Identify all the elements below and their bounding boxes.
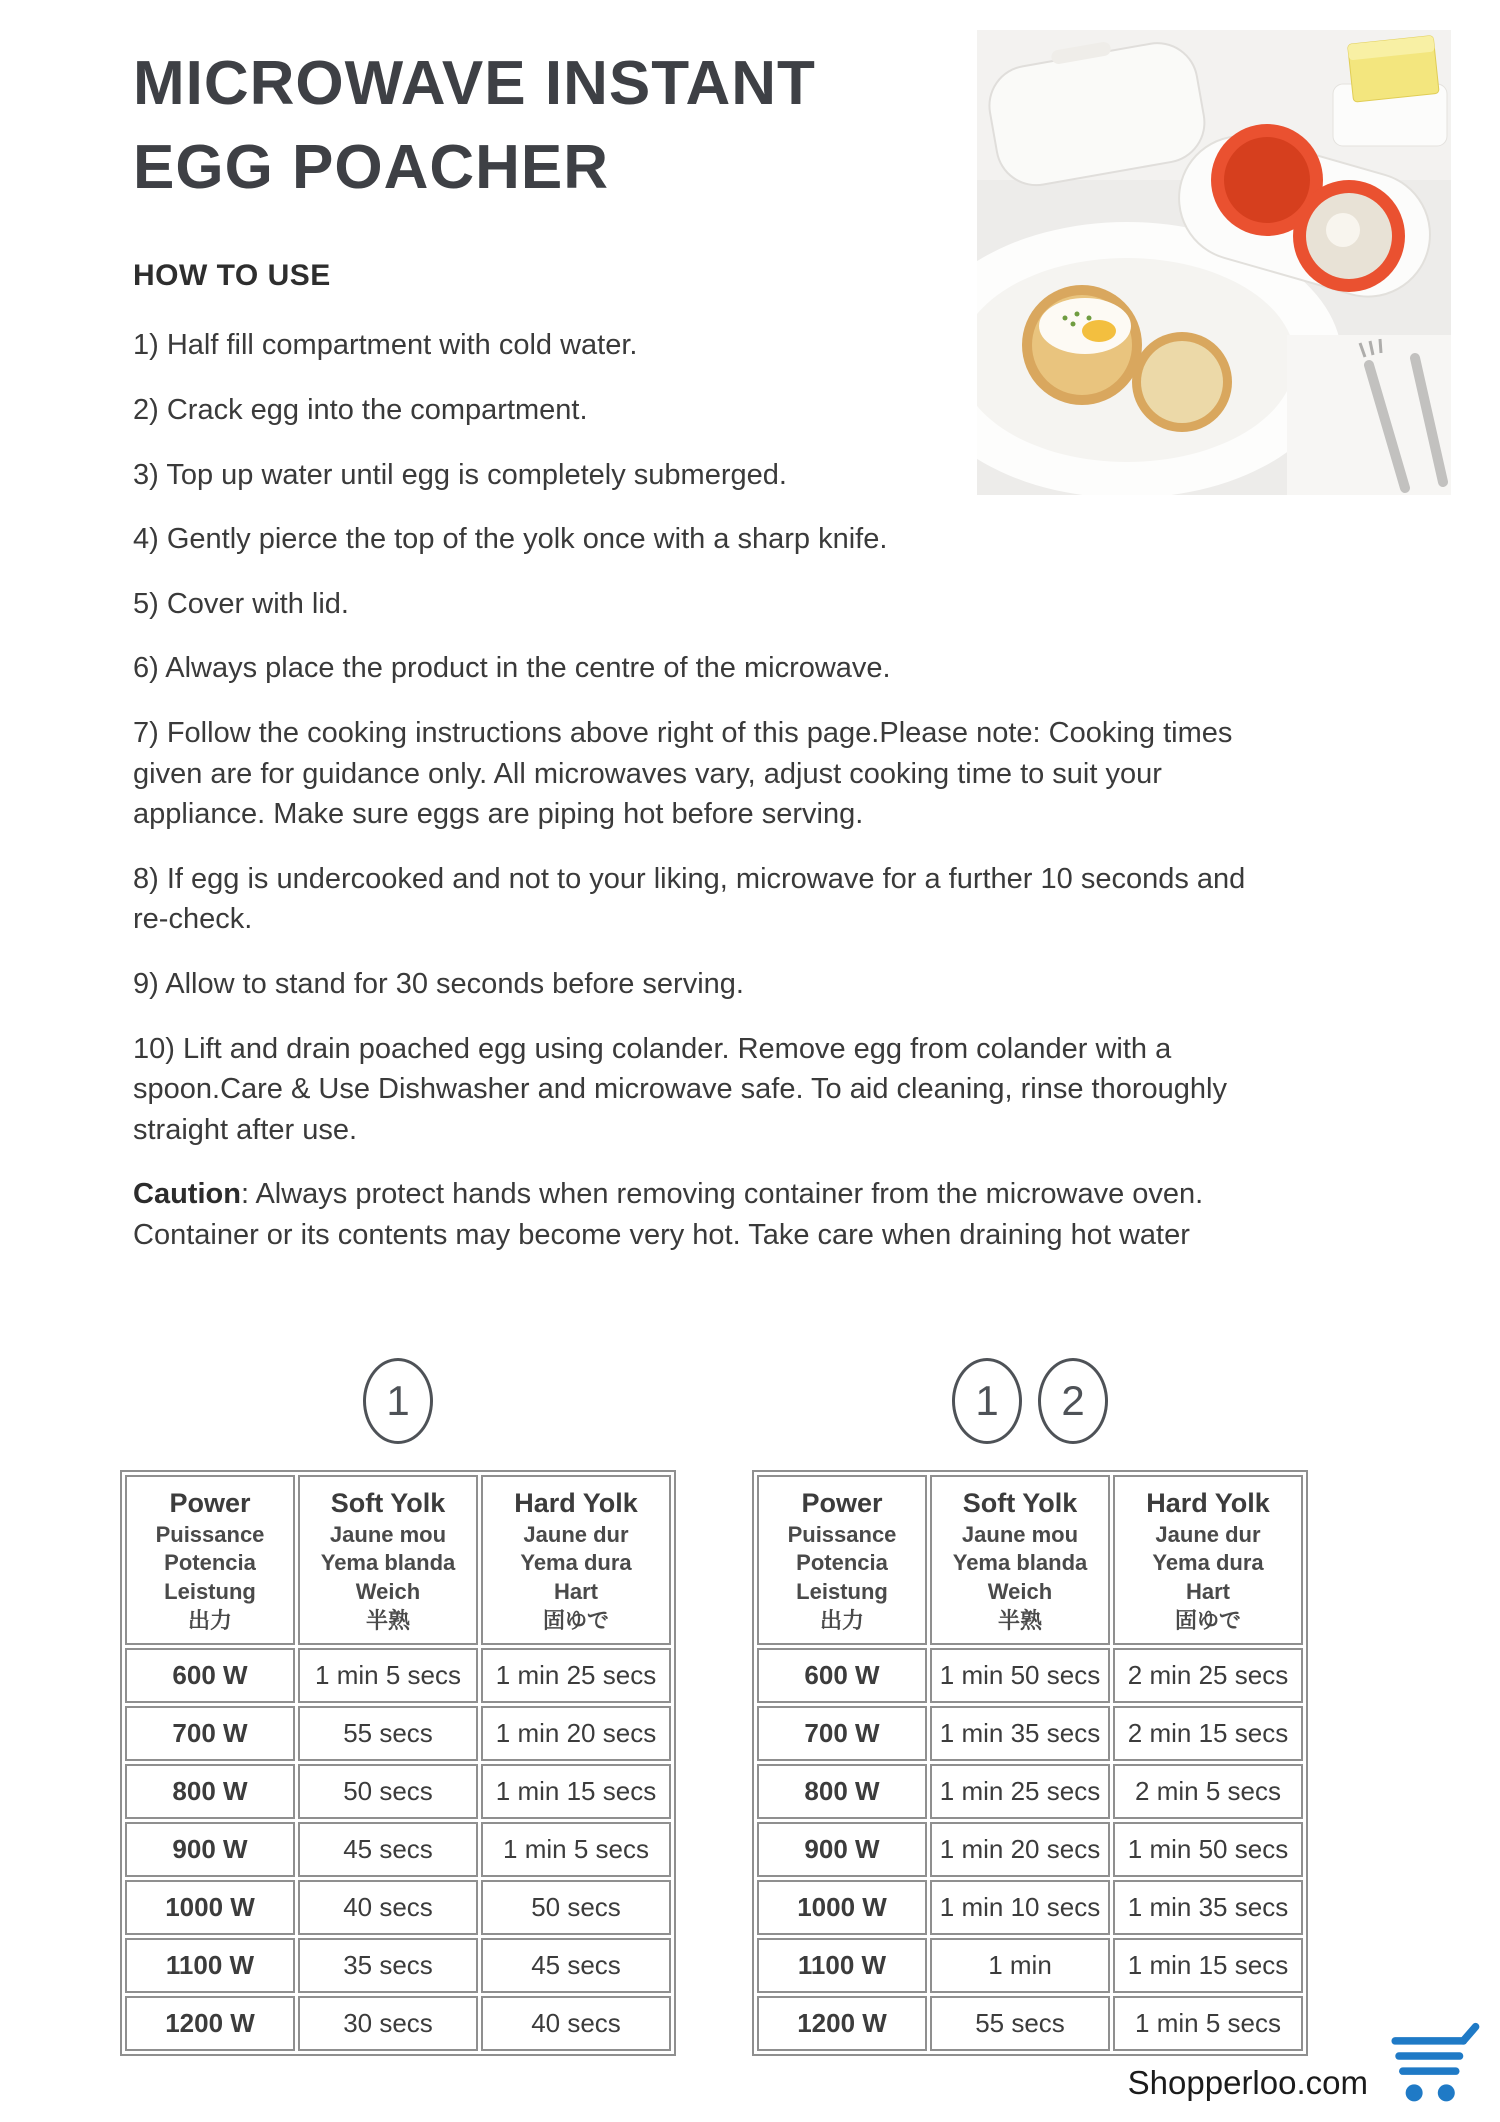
soft-yolk-cell: 35 secs [298, 1938, 478, 1993]
egg-count-badge-1: 1 [952, 1358, 1022, 1444]
table-row [757, 1706, 1303, 1761]
soft-yolk-cell: 1 min 20 secs [930, 1822, 1110, 1877]
cooking-times-table-two-egg [752, 1470, 1308, 2056]
step-2: 2) Crack egg into the compartment. [133, 393, 588, 426]
hard-yolk-cell: 1 min 5 secs [1113, 1996, 1303, 2051]
hard-yolk-cell: 1 min 35 secs [1113, 1880, 1303, 1935]
hard-yolk-cell: 1 min 5 secs [481, 1822, 671, 1877]
hard-yolk-cell: 2 min 15 secs [1113, 1706, 1303, 1761]
power-cell: 700 W [125, 1706, 295, 1761]
title-line-1: MICROWAVE INSTANT [133, 49, 816, 118]
soft-yolk-cell: 1 min 35 secs [930, 1706, 1110, 1761]
soft-yolk-cell: 1 min 50 secs [930, 1648, 1110, 1703]
page-title [133, 42, 1383, 209]
step-1: 1) Half fill compartment with cold water. [133, 329, 638, 362]
main-content [133, 42, 1383, 1255]
power-cell: 1200 W [125, 1996, 295, 2051]
step-8: 8) If egg is undercooked and not to your liking, microwave for a further 10 seconds and re-check. [133, 862, 1246, 936]
cooking-tables-section [120, 1358, 1308, 2056]
table-row [757, 1938, 1303, 1993]
table-row [125, 1996, 671, 2051]
hard-yolk-cell: 2 min 5 secs [1113, 1764, 1303, 1819]
soft-yolk-cell: 45 secs [298, 1822, 478, 1877]
egg-count-badge-2: 2 [1038, 1358, 1108, 1444]
step-4: 4) Gently pierce the top of the yolk once with a sharp knife. [133, 523, 888, 556]
power-cell: 1100 W [125, 1938, 295, 1993]
power-cell: 700 W [757, 1706, 927, 1761]
egg-count-badge-1: 1 [363, 1358, 433, 1444]
soft-yolk-cell: 50 secs [298, 1764, 478, 1819]
power-cell: 1100 W [757, 1938, 927, 1993]
soft-yolk-header: Soft Yolk Jaune mou Yema blanda Weich 半熟 [298, 1475, 478, 1645]
table-row [125, 1822, 671, 1877]
hard-yolk-header: Hard Yolk Jaune dur Yema dura Hart 固ゆで [481, 1475, 671, 1645]
instruction-steps [133, 325, 1383, 1255]
soft-yolk-cell: 30 secs [298, 1996, 478, 2051]
hard-yolk-cell: 2 min 25 secs [1113, 1648, 1303, 1703]
two-egg-table-block [752, 1358, 1308, 2056]
shopping-cart-icon [1382, 2020, 1486, 2110]
title-line-2: EGG POACHER [133, 132, 610, 202]
hard-yolk-cell: 1 min 50 secs [1113, 1822, 1303, 1877]
power-cell: 900 W [125, 1822, 295, 1877]
soft-yolk-cell: 55 secs [298, 1706, 478, 1761]
table-row [757, 1648, 1303, 1703]
step-10: 10) Lift and drain poached egg using colander. Remove egg from colander with a spoon.Care & Use Dishwasher and microwave safe. To aid cleaning, rinse thoroughly straight after use. [133, 1032, 1227, 1146]
how-to-use-heading: HOW TO USE [133, 259, 331, 293]
footer-brand-text: Shopperloo.com [1127, 2064, 1368, 2101]
table-row [125, 1764, 671, 1819]
table-row [757, 1822, 1303, 1877]
hard-yolk-cell: 1 min 25 secs [481, 1648, 671, 1703]
soft-yolk-cell: 1 min 10 secs [930, 1880, 1110, 1935]
step-3: 3) Top up water until egg is completely submerged. [133, 458, 787, 491]
power-cell: 800 W [757, 1764, 927, 1819]
table-row [125, 1938, 671, 1993]
table-header-row [757, 1475, 1303, 1645]
one-egg-badges [363, 1358, 433, 1444]
hard-yolk-cell: 50 secs [481, 1880, 671, 1935]
table-row [125, 1648, 671, 1703]
soft-yolk-cell: 1 min 5 secs [298, 1648, 478, 1703]
step-5: 5) Cover with lid. [133, 587, 349, 620]
caution-paragraph [133, 1174, 1273, 1255]
step-7: 7) Follow the cooking instructions above right of this page.Please note: Cooking times given are for guidance only. All microwaves vary, adjust cooking time to suit your appliance. Make sure eggs are piping hot before serving. [133, 716, 1233, 831]
soft-yolk-header: Soft Yolk Jaune mou Yema blanda Weich 半熟 [930, 1475, 1110, 1645]
power-cell: 600 W [757, 1648, 927, 1703]
two-egg-badges [952, 1358, 1108, 1444]
power-header: Power Puissance Potencia Leistung 出力 [125, 1475, 295, 1645]
power-header: Power Puissance Potencia Leistung 出力 [757, 1475, 927, 1645]
hard-yolk-cell: 1 min 20 secs [481, 1706, 671, 1761]
caution-label: Caution [133, 1178, 241, 1211]
soft-yolk-cell: 1 min [930, 1938, 1110, 1993]
cooking-times-table-one-egg [120, 1470, 676, 2056]
footer [1128, 2020, 1486, 2110]
table-row [125, 1880, 671, 1935]
power-cell: 1000 W [757, 1880, 927, 1935]
table-row [757, 1764, 1303, 1819]
power-cell: 1000 W [125, 1880, 295, 1935]
soft-yolk-cell: 55 secs [930, 1996, 1110, 2051]
table-row [125, 1706, 671, 1761]
hard-yolk-cell: 1 min 15 secs [481, 1764, 671, 1819]
hard-yolk-cell: 40 secs [481, 1996, 671, 2051]
soft-yolk-cell: 40 secs [298, 1880, 478, 1935]
caution-text: : Always protect hands when removing container from the microwave oven. Container or its contents may become very hot. Take care when draining hot water [133, 1178, 1204, 1251]
hard-yolk-header: Hard Yolk Jaune dur Yema dura Hart 固ゆで [1113, 1475, 1303, 1645]
power-cell: 800 W [125, 1764, 295, 1819]
soft-yolk-cell: 1 min 25 secs [930, 1764, 1110, 1819]
power-cell: 900 W [757, 1822, 927, 1877]
step-9: 9) Allow to stand for 30 seconds before serving. [133, 967, 744, 1000]
table-row [757, 1880, 1303, 1935]
one-egg-table-block [120, 1358, 676, 2056]
power-cell: 1200 W [757, 1996, 927, 2051]
power-cell: 600 W [125, 1648, 295, 1703]
hard-yolk-cell: 45 secs [481, 1938, 671, 1993]
table-header-row [125, 1475, 671, 1645]
hard-yolk-cell: 1 min 15 secs [1113, 1938, 1303, 1993]
step-6: 6) Always place the product in the centre of the microwave. [133, 652, 891, 685]
